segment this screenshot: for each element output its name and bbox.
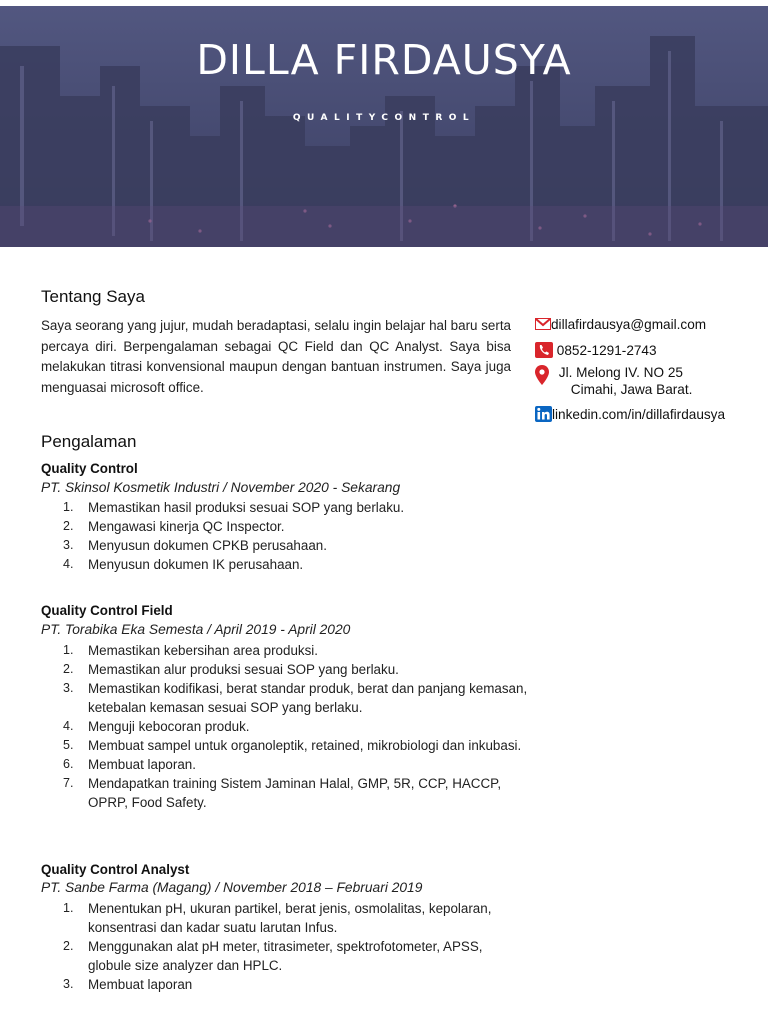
list-item: 2. Memastikan alur produksi sesuai SOP yang berlaku.: [63, 662, 399, 677]
about-text: Saya seorang yang jujur, mudah beradaptasi, selalu ingin belajar hal baru serta percaya diri. Berpengalaman sebagai QC Field dan QC Analyst. Saya bisa melakukan titrasi konvensional maupun dengan bantuan instrumen. Saya juga menguasai microsoft office.: [41, 318, 511, 395]
job-title: Quality Control: [41, 461, 138, 476]
linkedin-text[interactable]: linkedin.com/in/dillafirdausya: [552, 407, 726, 423]
header-banner: [0, 6, 768, 247]
list-item: 6. Membuat laporan.: [63, 757, 196, 772]
duty-list: [0, 498, 528, 574]
list-item: 3. Menyusun dokumen CPKB perusahaan.: [63, 538, 327, 553]
about-title: Tentang Saya: [41, 287, 145, 306]
address-line1: Jl. Melong IV. NO 25: [558, 365, 683, 380]
job-title: Quality Control Field: [41, 603, 173, 618]
list-item: 1. Menentukan pH, ukuran partikel, berat jenis, osmolalitas, kepolaran, konsentrasi dan kadar suatu larutan Infus.: [63, 901, 492, 935]
list-item: 4. Menguji kebocoran produk.: [63, 719, 250, 734]
contact-address: [535, 365, 692, 397]
candidate-name: DILLA FIRDAUSYA: [196, 36, 572, 84]
phone-text[interactable]: 0852-1291-2743: [556, 343, 657, 359]
list-item: 3. Memastikan kodifikasi, berat standar produk, berat dan panjang kemasan, ketebalan kemasan sesuai SOP yang berlaku.: [63, 681, 528, 715]
experience-title: Pengalaman: [41, 432, 137, 451]
duty-list: [0, 899, 528, 994]
gmail-icon: [535, 318, 551, 333]
list-item: 5. Membuat sampel untuk organoleptik, retained, mikrobiologi dan inkubasi.: [63, 738, 522, 753]
linkedin-icon: [535, 406, 552, 425]
candidate-role: QUALITYCONTROL: [292, 113, 476, 123]
job-subtitle: PT. Torabika Eka Semesta / April 2019 - April 2020: [41, 622, 351, 637]
job-subtitle: PT. Skinsol Kosmetik Industri / November 2020 - Sekarang: [41, 480, 401, 495]
list-item: 1. Memastikan kebersihan area produksi.: [63, 643, 318, 658]
list-item: 2. Mengawasi kinerja QC Inspector.: [63, 519, 285, 534]
list-item: 2. Menggunakan alat pH meter, titrasimeter, spektrofotometer, APSS, globule size analyzer dan HPLC.: [63, 939, 483, 973]
list-item: 7. Mendapatkan training Sistem Jaminan Halal, GMP, 5R, CCP, HACCP, OPRP, Food Safety.: [63, 776, 502, 810]
list-item: 1. Memastikan hasil produksi sesuai SOP yang berlaku.: [63, 500, 405, 515]
phone-icon: [535, 342, 553, 361]
job-title: Quality Control Analyst: [41, 862, 190, 877]
contact-email[interactable]: [535, 317, 706, 333]
contact-phone[interactable]: [535, 342, 657, 361]
address-line2: Cimahi, Jawa Barat.: [570, 382, 693, 397]
job-subtitle: PT. Sanbe Farma (Magang) / November 2018 – Februari 2019: [41, 880, 423, 895]
contact-linkedin[interactable]: [535, 406, 725, 425]
list-item: 3. Membuat laporan: [63, 977, 193, 992]
list-item: 4. Menyusun dokumen IK perusahaan.: [63, 557, 304, 572]
duty-list: [0, 641, 528, 812]
email-text[interactable]: dillafirdausya@gmail.com: [551, 317, 707, 332]
location-pin-icon: [535, 365, 549, 388]
